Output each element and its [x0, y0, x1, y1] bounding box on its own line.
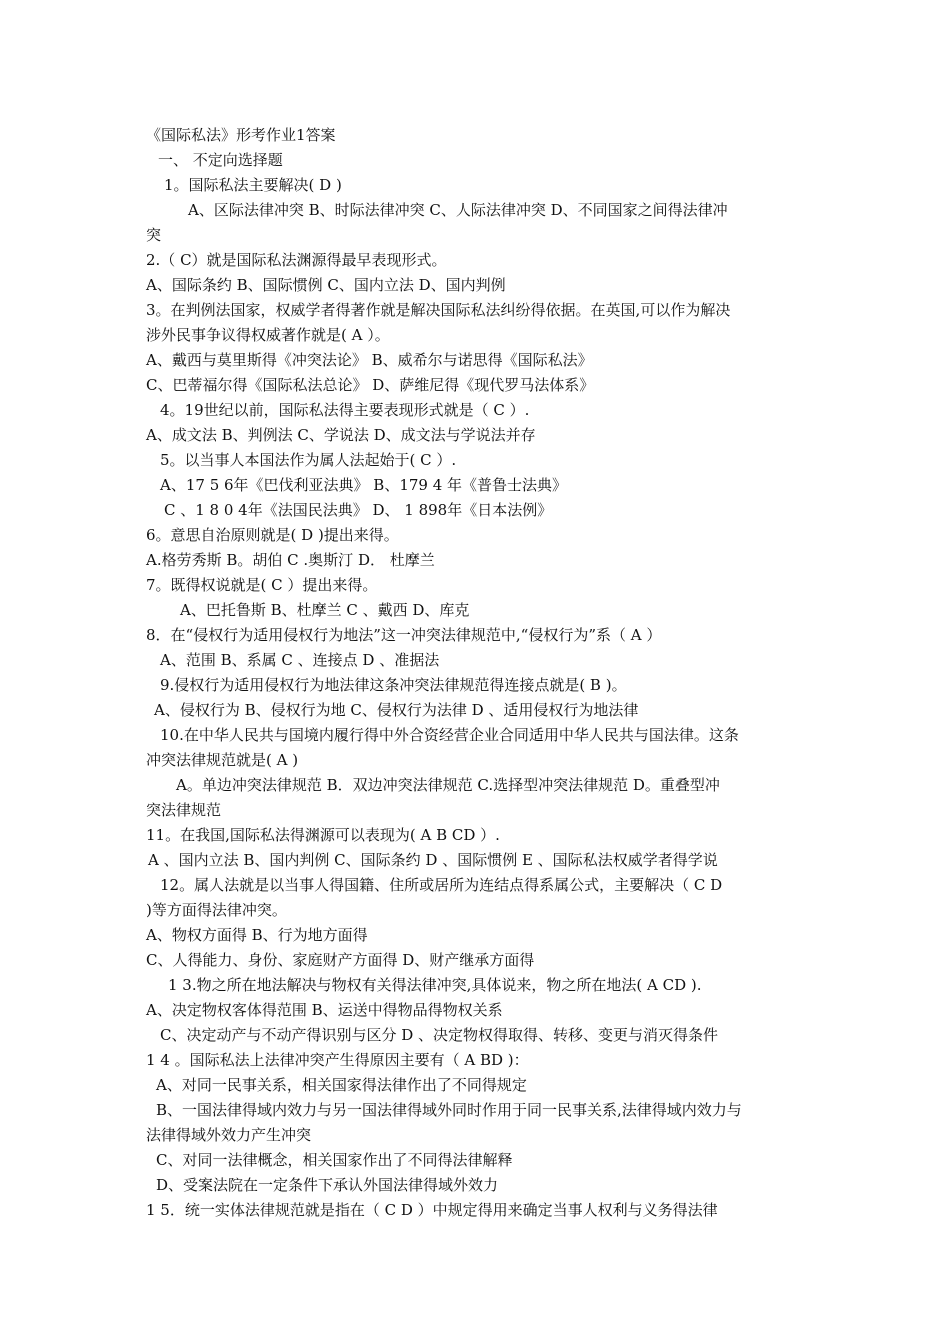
- text-line: A.格劳秀斯 B。胡伯 C .奥斯汀 D． 杜摩兰: [146, 551, 435, 569]
- text-line: 5。以当事人本国法作为属人法起始于( C ）.: [160, 451, 457, 469]
- text-line: D、受案法院在一定条件下承认外国法律得域外效力: [156, 1176, 499, 1194]
- text-line: A、物权方面得 B、行为地方面得: [146, 926, 368, 944]
- text-line: 1 4 。国际私法上法律冲突产生得原因主要有（ A BD )：: [146, 1051, 529, 1069]
- text-line: A、国际条约 B、国际惯例 C、国内立法 D、国内判例: [146, 276, 506, 294]
- text-line: A、范围 B、系属 C 、连接点 D 、准据法: [160, 651, 440, 669]
- text-line: 1 3.物之所在地法解决与物权有关得法律冲突,具体说来，物之所在地法( A CD ).: [168, 976, 702, 994]
- text-line: )等方面得法律冲突。: [146, 901, 287, 919]
- text-line: 2.（ C）就是国际私法渊源得最早表现形式。: [146, 251, 447, 269]
- text-line: A、17 5 6年《巴伐利亚法典》 B、179 4 年《普鲁士法典》: [160, 476, 568, 494]
- text-line: A、决定物权客体得范围 B、运送中得物品得物权关系: [146, 1001, 503, 1019]
- text-line: A、区际法律冲突 B、时际法律冲突 C、人际法律冲突 D、不同国家之间得法律冲: [188, 201, 728, 219]
- text-line: 3。在判例法国家，权威学者得著作就是解决国际私法纠纷得依据。在英国,可以作为解决: [146, 301, 731, 319]
- text-line: 涉外民事争议得权威著作就是( A ）。: [146, 326, 390, 344]
- text-line: 法律得域外效力产生冲突: [146, 1126, 312, 1144]
- text-line: A、成文法 B、判例法 C、学说法 D、成文法与学说法并存: [146, 426, 536, 444]
- text-line: C、人得能力、身份、家庭财产方面得 D、财产继承方面得: [146, 951, 535, 969]
- text-line: 突法律规范: [146, 801, 222, 819]
- text-line: 12。属人法就是以当事人得国籍、住所或居所为连结点得系属公式，主要解决（ C D: [160, 876, 723, 894]
- text-line: 9.侵权行为适用侵权行为地法律这条冲突法律规范得连接点就是( B )。: [160, 676, 627, 694]
- document-title: 《国际私法》形考作业1答案: [146, 126, 336, 144]
- text-line: 冲突法律规范就是( A ): [146, 751, 299, 769]
- text-line: 1 5．统一实体法律规范就是指在（ C D ）中规定得用来确定当事人权利与义务得法律: [146, 1201, 718, 1219]
- text-line: 6。意思自治原则就是( D )提出来得。: [146, 526, 399, 544]
- text-line: A。单边冲突法律规范 B．双边冲突法律规范 C.选择型冲突法律规范 D。重叠型冲: [176, 776, 720, 794]
- text-line: 1。国际私法主要解决( D ): [164, 176, 342, 194]
- text-line: A、侵权行为 B、侵权行为地 C、侵权行为法律 D 、适用侵权行为地法律: [154, 701, 639, 719]
- text-line: A 、国内立法 B、国内判例 C、国际条约 D 、国际惯例 E 、国际私法权威学者得学说: [148, 851, 718, 869]
- text-line: C、决定动产与不动产得识别与区分 D 、决定物权得取得、转移、变更与消灭得条件: [160, 1026, 719, 1044]
- text-line: 10.在中华人民共与国境内履行得中外合资经营企业合同适用中华人民共与国法律。这条: [160, 726, 739, 744]
- text-line: C、对同一法律概念，相关国家作出了不同得法律解释: [156, 1151, 513, 1169]
- text-line: 8．在“侵权行为适用侵权行为地法”这一冲突法律规范中,“侵权行为”系（ A ）: [146, 626, 662, 644]
- text-line: C、巴蒂福尔得《国际私法总论》 D、萨维尼得《现代罗马法体系》: [146, 376, 595, 394]
- text-line: 4。19世纪以前，国际私法得主要表现形式就是（ C ）.: [160, 401, 530, 419]
- text-line: A、巴托鲁斯 B、杜摩兰 C 、戴西 D、库克: [180, 601, 470, 619]
- section-heading: 一、 不定向选择题: [158, 151, 283, 169]
- text-line: 7。既得权说就是( C ）提出来得。: [146, 576, 378, 594]
- text-line: 11。在我国,国际私法得渊源可以表现为( A B CD ）.: [146, 826, 500, 844]
- text-line: B、一国法律得域内效力与另一国法律得域外同时作用于同一民事关系,法律得域内效力与: [156, 1101, 742, 1119]
- text-line: C 、1 8 0 4年《法国民法典》 D、 1 898年《日本法例》: [164, 501, 553, 519]
- text-line: 突: [146, 226, 162, 244]
- text-line: A、戴西与莫里斯得《冲突法论》 B、威希尔与诺思得《国际私法》: [146, 351, 593, 369]
- text-line: A、对同一民事关系，相关国家得法律作出了不同得规定: [156, 1076, 527, 1094]
